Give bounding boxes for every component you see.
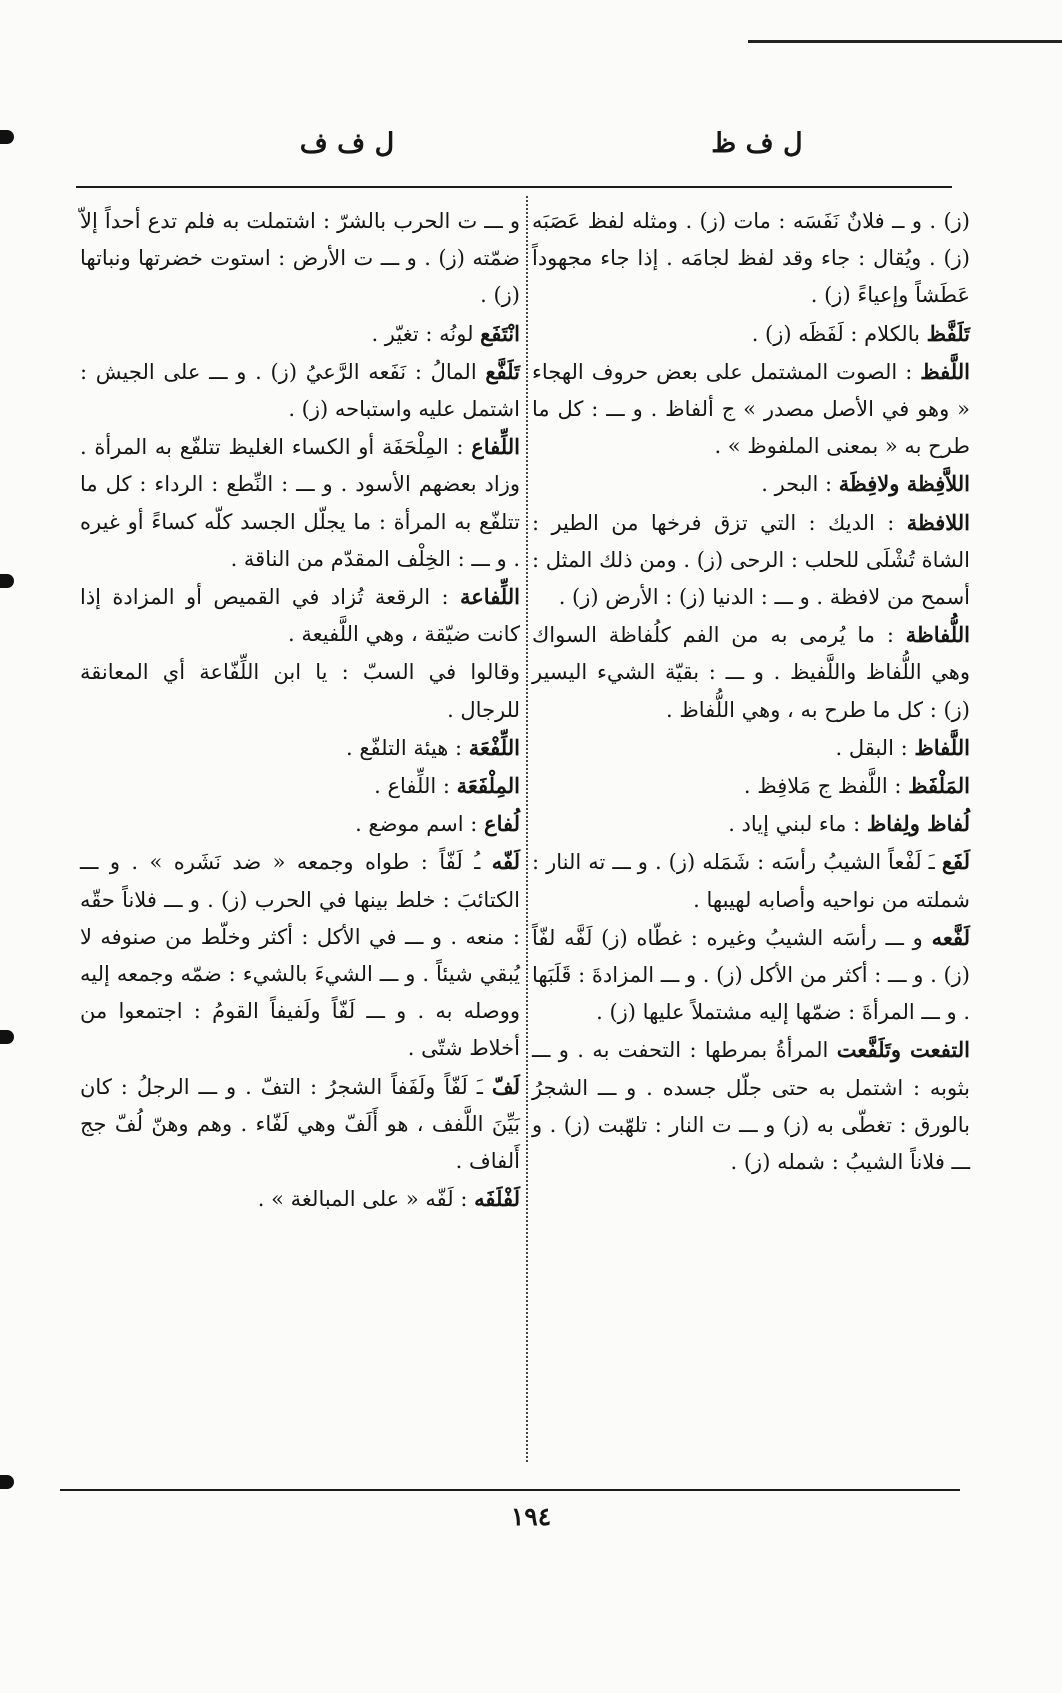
- right-column-root: ل ف ظ: [711, 128, 803, 159]
- entry-definition: : ما يُرمى به من الفم كلُفاظة السواك وهي اللُّفاظ واللَّفيظ . و ـــ : بقيّة الشيء اليسير (ز) : كل ما طرح به ، وهي اللُّفاظ .: [532, 623, 970, 722]
- entry: [532, 805, 970, 843]
- entry-definition: المالُ : نَفَعه الرَّعيُ (ز) . و ـــ على الجيش : اشتمل عليه واستباحه (ز) .: [80, 359, 520, 422]
- edge-mark: [0, 130, 14, 144]
- entry-definition: لونُه : تغيّر .: [371, 321, 474, 346]
- entry-headword: لَفْلَفَه: [474, 1186, 520, 1212]
- entry: [80, 578, 520, 653]
- entry-definition: : اسم موضع .: [355, 812, 478, 837]
- right-column: [532, 202, 970, 1181]
- entry: [532, 843, 970, 918]
- entry: [80, 202, 520, 315]
- entry: [532, 315, 970, 353]
- entry: [532, 616, 970, 729]
- entry-headword: اللِّفاع: [471, 434, 520, 460]
- top-corner-rule: [748, 40, 1062, 43]
- entry-headword: لَفّ: [491, 1073, 520, 1099]
- entry: [532, 504, 970, 617]
- entry-headword: لَفَع: [941, 849, 971, 875]
- entry: [80, 843, 520, 1067]
- entry: [532, 353, 970, 466]
- entry-definition: (ز) . و ــ فلانٌ نَفَسَه : مات (ز) . ومثله لفظ عَصَبَه (ز) . ويُقال : جاء وقد لفظ لجامَه . إذا جاء مجهوداً عَطَشاً وإعياءً (ز) .: [532, 209, 970, 308]
- edge-mark: [0, 574, 14, 588]
- entry: [532, 465, 970, 503]
- entry-headword: اللاَّفِظة ولافِظَة: [838, 471, 970, 497]
- entry-definition: : البحر .: [761, 472, 833, 497]
- entry-definition: ـُ لَفّاً : طواه وجمعه « ضد نَشَره » . و ـــ الكتائبَ : خلط بينها في الحرب (ز) . و ـــ فلاناً حقّه : منعه . و ـــ في الأكل : أكثر وخلّط من صنوفه لا يُبقي شيئاً . و ـــ الشيءَ بالشيء : ضمّه وجمعه إليه ووصله به . و ـــ لَفّاً ولَفيفاً القومُ : اجتمعوا من أخلاط شتّى .: [80, 850, 520, 1061]
- entry-definition: : الصوت المشتمل على بعض حروف الهجاء « وهو في الأصل مصدر » ج ألفاظ . و ـــ : كل ما طرح به « بمعنى الملفوظ » .: [532, 359, 970, 459]
- entry-headword: لُفاظ ولِفاظ: [866, 811, 970, 837]
- entry-headword: المِلْفَعَة: [456, 773, 520, 799]
- left-column: [80, 202, 520, 1218]
- edge-mark: [0, 1030, 14, 1044]
- entry: [80, 653, 520, 728]
- entry: [80, 729, 520, 767]
- entry-definition: ـَ لَفْعاً الشيبُ رأسَه : شَمَله (ز) . و ـــ ته النار : شملته من نواحيه وأصابه لهيبها .: [532, 850, 970, 912]
- entry-headword: اللِّفْعَة: [468, 734, 520, 760]
- entry-headword: اللافظة: [906, 509, 970, 535]
- entry-headword: اللَّفظ: [920, 358, 970, 384]
- entry: [532, 919, 970, 1032]
- entry-headword: لَفّه: [491, 849, 520, 875]
- header-rule: [76, 186, 952, 188]
- entry: [532, 1031, 970, 1181]
- entry: [80, 428, 520, 578]
- entry-definition: : ماء لبني إياد .: [728, 812, 861, 837]
- entry-headword: المَلْفَظ: [908, 773, 970, 799]
- entry-definition: : الرقعة تُزاد في القميص أو المزادة إذا كانت ضيّقة ، وهي اللَّفيعة .: [80, 585, 520, 647]
- entry-definition: ـَ لَفّاً ولَفَفاً الشجرُ : التفّ . و ـــ الرجلُ : كان بَيِّنَ اللَّفف ، هو أَلَفّ وهي لَفّاء . وهم وهنّ لُفّ جج أَلفاف .: [80, 1074, 520, 1174]
- column-divider: [526, 196, 528, 1462]
- entry: [80, 315, 520, 353]
- entry-headword: اللَّفاظ: [914, 734, 970, 760]
- entry: [80, 1068, 520, 1181]
- entry-headword: التفعت وتَلَفَّعت: [836, 1037, 970, 1063]
- entry-definition: : البقل .: [835, 735, 908, 760]
- entry: [532, 729, 970, 767]
- entry-headword: انْتَفَع: [480, 320, 520, 346]
- entry: [80, 353, 520, 428]
- entry: [80, 767, 520, 805]
- page-number: ١٩٤: [510, 1502, 552, 1531]
- entry-headword: اللُّفاظة: [905, 622, 970, 648]
- entry-definition: المرأةُ بمرطها : التحفت به . و ـــ بثوبه : اشتمل به حتى جلّل جسده . و ـــ الشجرُ بالورق : تغطّى به (ز) و ـــ ت النار : تلهّبت (ز) . و ـــ فلاناً الشيبُ : شمله (ز) .: [532, 1038, 970, 1175]
- entry-definition: : اللِّفاع .: [374, 774, 450, 799]
- entry-headword: تَلَفَّظ: [926, 320, 970, 346]
- entry-definition: : اللَّفظ ج مَلافِظ .: [743, 774, 902, 799]
- entry-headword: تَلَفَّع: [485, 358, 520, 384]
- entry-headword: اللِّفاعة: [460, 584, 520, 610]
- entry-definition: : الديك : التي تزق فرخها من الطير : الشاة تُشْلَى للحلب : الرحى (ز) . ومن ذلك المثل : أسمح من لافظة . و ـــ : الدنيا (ز) : الأرض (ز) .: [532, 510, 970, 610]
- entry-definition: : المِلْحَفَة أو الكساء الغليظ تتلفّع به المرأة . وزاد بعضهم الأسود . و ـــ : النِّطع : الرداء : كل ما تتلفّع به المرأة : ما يجلّل الجسد كلّه كساءً أو غيره . و ـــ : الخِلْف المقدّم من الناقة .: [80, 435, 520, 571]
- entry: [80, 1180, 520, 1218]
- entry-headword: لَفَّعه: [931, 924, 970, 950]
- entry-definition: : هيئة التلفّع .: [346, 735, 463, 760]
- left-column-root: ل ف ف: [299, 128, 395, 159]
- entry-definition: و ـــ رأسَه الشيبُ وغيره : غطّاه (ز) لَفَّه لفّاً (ز) . و ـــ : أكثر من الأكل (ز) . و ـــ المزادةَ : قَلَبَها . و ـــ المرأةَ : ضمّها إليه مشتملاً عليها (ز) .: [532, 925, 970, 1025]
- entry-definition: : لَفّه « على المبالغة » .: [257, 1187, 468, 1212]
- entry-definition: و ـــ ت الحرب بالشرّ : اشتملت به فلم تدع أحداً إلاّ ضمّته (ز) . و ـــ ت الأرض : استوت خضرتها ونباتها (ز) .: [80, 209, 520, 308]
- footer-rule: [60, 1489, 960, 1491]
- entry-headword: لُفاع: [484, 811, 520, 837]
- entry-definition: بالكلام : لَفَظَه (ز) .: [751, 321, 920, 346]
- edge-mark: [0, 1475, 14, 1489]
- entry: [80, 805, 520, 843]
- entry-definition: وقالوا في السبّ : يا ابن اللِّفّاعة أي المعانقة للرجال .: [80, 660, 520, 722]
- entry: [532, 767, 970, 805]
- entry: [532, 202, 970, 315]
